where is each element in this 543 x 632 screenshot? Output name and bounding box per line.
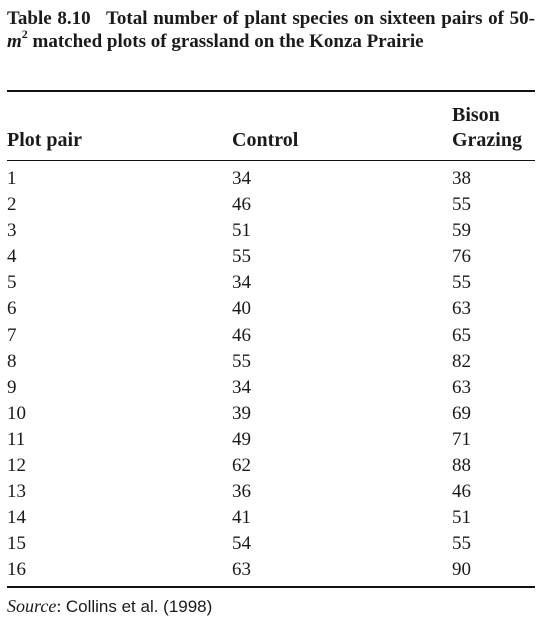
cell-bison-grazing: 63 bbox=[452, 376, 471, 398]
title-text-post: matched plots of grassland on the Konza Prairie bbox=[27, 30, 424, 52]
header-bison-line2: Grazing bbox=[452, 129, 522, 151]
cell-plot-pair: 16 bbox=[7, 559, 26, 581]
cell-plot-pair: 2 bbox=[7, 194, 17, 216]
cell-control: 34 bbox=[232, 272, 251, 294]
cell-control: 34 bbox=[232, 376, 251, 398]
cell-plot-pair: 14 bbox=[7, 507, 26, 529]
header-bison-line1: Bison bbox=[452, 104, 500, 126]
cell-plot-pair: 7 bbox=[7, 324, 17, 346]
table-row bbox=[0, 453, 543, 479]
cell-control: 49 bbox=[232, 428, 251, 450]
header-plot-pair: Plot pair bbox=[7, 129, 82, 151]
cell-plot-pair: 12 bbox=[7, 455, 26, 477]
source-label: Source bbox=[7, 596, 57, 616]
header-bison-grazing bbox=[452, 103, 542, 153]
cell-control: 55 bbox=[232, 350, 251, 372]
table-row bbox=[0, 296, 543, 322]
cell-bison-grazing: 88 bbox=[452, 455, 471, 477]
title-text-pre: Total number of plant species on sixteen pairs of 50- bbox=[105, 8, 535, 29]
cell-plot-pair: 10 bbox=[7, 402, 26, 424]
source-note bbox=[7, 594, 212, 619]
cell-bison-grazing: 55 bbox=[452, 194, 471, 216]
cell-plot-pair: 5 bbox=[7, 272, 17, 294]
title-unit-var: m bbox=[7, 30, 22, 52]
table-row bbox=[0, 375, 543, 401]
cell-control: 34 bbox=[232, 168, 251, 189]
table-row bbox=[0, 218, 543, 244]
cell-plot-pair: 4 bbox=[7, 246, 17, 268]
cell-bison-grazing: 76 bbox=[452, 246, 471, 268]
table-row bbox=[0, 166, 543, 192]
table-row bbox=[0, 427, 543, 453]
top-rule bbox=[7, 90, 535, 92]
cell-bison-grazing: 71 bbox=[452, 428, 471, 450]
table-row bbox=[0, 505, 543, 531]
title-unit-sup: 2 bbox=[21, 27, 28, 42]
cell-plot-pair: 15 bbox=[7, 533, 26, 555]
cell-plot-pair: 13 bbox=[7, 481, 26, 503]
cell-bison-grazing: 59 bbox=[452, 220, 471, 242]
cell-bison-grazing: 55 bbox=[452, 272, 471, 294]
cell-control: 36 bbox=[232, 481, 251, 503]
table-row bbox=[0, 479, 543, 505]
cell-control: 39 bbox=[232, 402, 251, 424]
table-number: Table 8.10 bbox=[7, 8, 91, 29]
cell-bison-grazing: 55 bbox=[452, 533, 471, 555]
cell-control: 63 bbox=[232, 559, 251, 581]
table-row bbox=[0, 323, 543, 349]
cell-plot-pair: 3 bbox=[7, 220, 17, 242]
cell-plot-pair: 6 bbox=[7, 298, 17, 320]
table-row bbox=[0, 270, 543, 296]
table-row bbox=[0, 192, 543, 218]
cell-bison-grazing: 63 bbox=[452, 298, 471, 320]
cell-plot-pair: 8 bbox=[7, 350, 17, 372]
cell-plot-pair: 9 bbox=[7, 376, 17, 398]
cell-plot-pair: 11 bbox=[7, 428, 26, 450]
bottom-rule bbox=[7, 586, 535, 588]
cell-control: 54 bbox=[232, 533, 251, 555]
header-rule bbox=[7, 160, 535, 161]
source-separator: : bbox=[56, 596, 62, 616]
cell-bison-grazing: 69 bbox=[452, 402, 471, 424]
cell-control: 55 bbox=[232, 246, 251, 268]
table-caption bbox=[7, 8, 535, 53]
cell-control: 46 bbox=[232, 324, 251, 346]
header-control: Control bbox=[232, 129, 299, 151]
cell-control: 62 bbox=[232, 455, 251, 477]
table-row bbox=[0, 244, 543, 270]
cell-control: 46 bbox=[232, 194, 251, 216]
cell-bison-grazing: 46 bbox=[452, 481, 471, 503]
table-row bbox=[0, 557, 543, 583]
cell-control: 51 bbox=[232, 220, 251, 242]
table-row bbox=[0, 349, 543, 375]
cell-plot-pair: 1 bbox=[7, 168, 17, 189]
cell-bison-grazing: 51 bbox=[452, 507, 471, 529]
cell-bison-grazing: 38 bbox=[452, 168, 471, 189]
table-body bbox=[0, 166, 543, 584]
source-citation: Collins et al. (1998) bbox=[65, 597, 213, 616]
table-row bbox=[0, 401, 543, 427]
cell-control: 40 bbox=[232, 298, 251, 320]
cell-control: 41 bbox=[232, 507, 251, 529]
cell-bison-grazing: 65 bbox=[452, 324, 471, 346]
cell-bison-grazing: 90 bbox=[452, 559, 471, 581]
cell-bison-grazing: 82 bbox=[452, 350, 471, 372]
table-row bbox=[0, 531, 543, 557]
